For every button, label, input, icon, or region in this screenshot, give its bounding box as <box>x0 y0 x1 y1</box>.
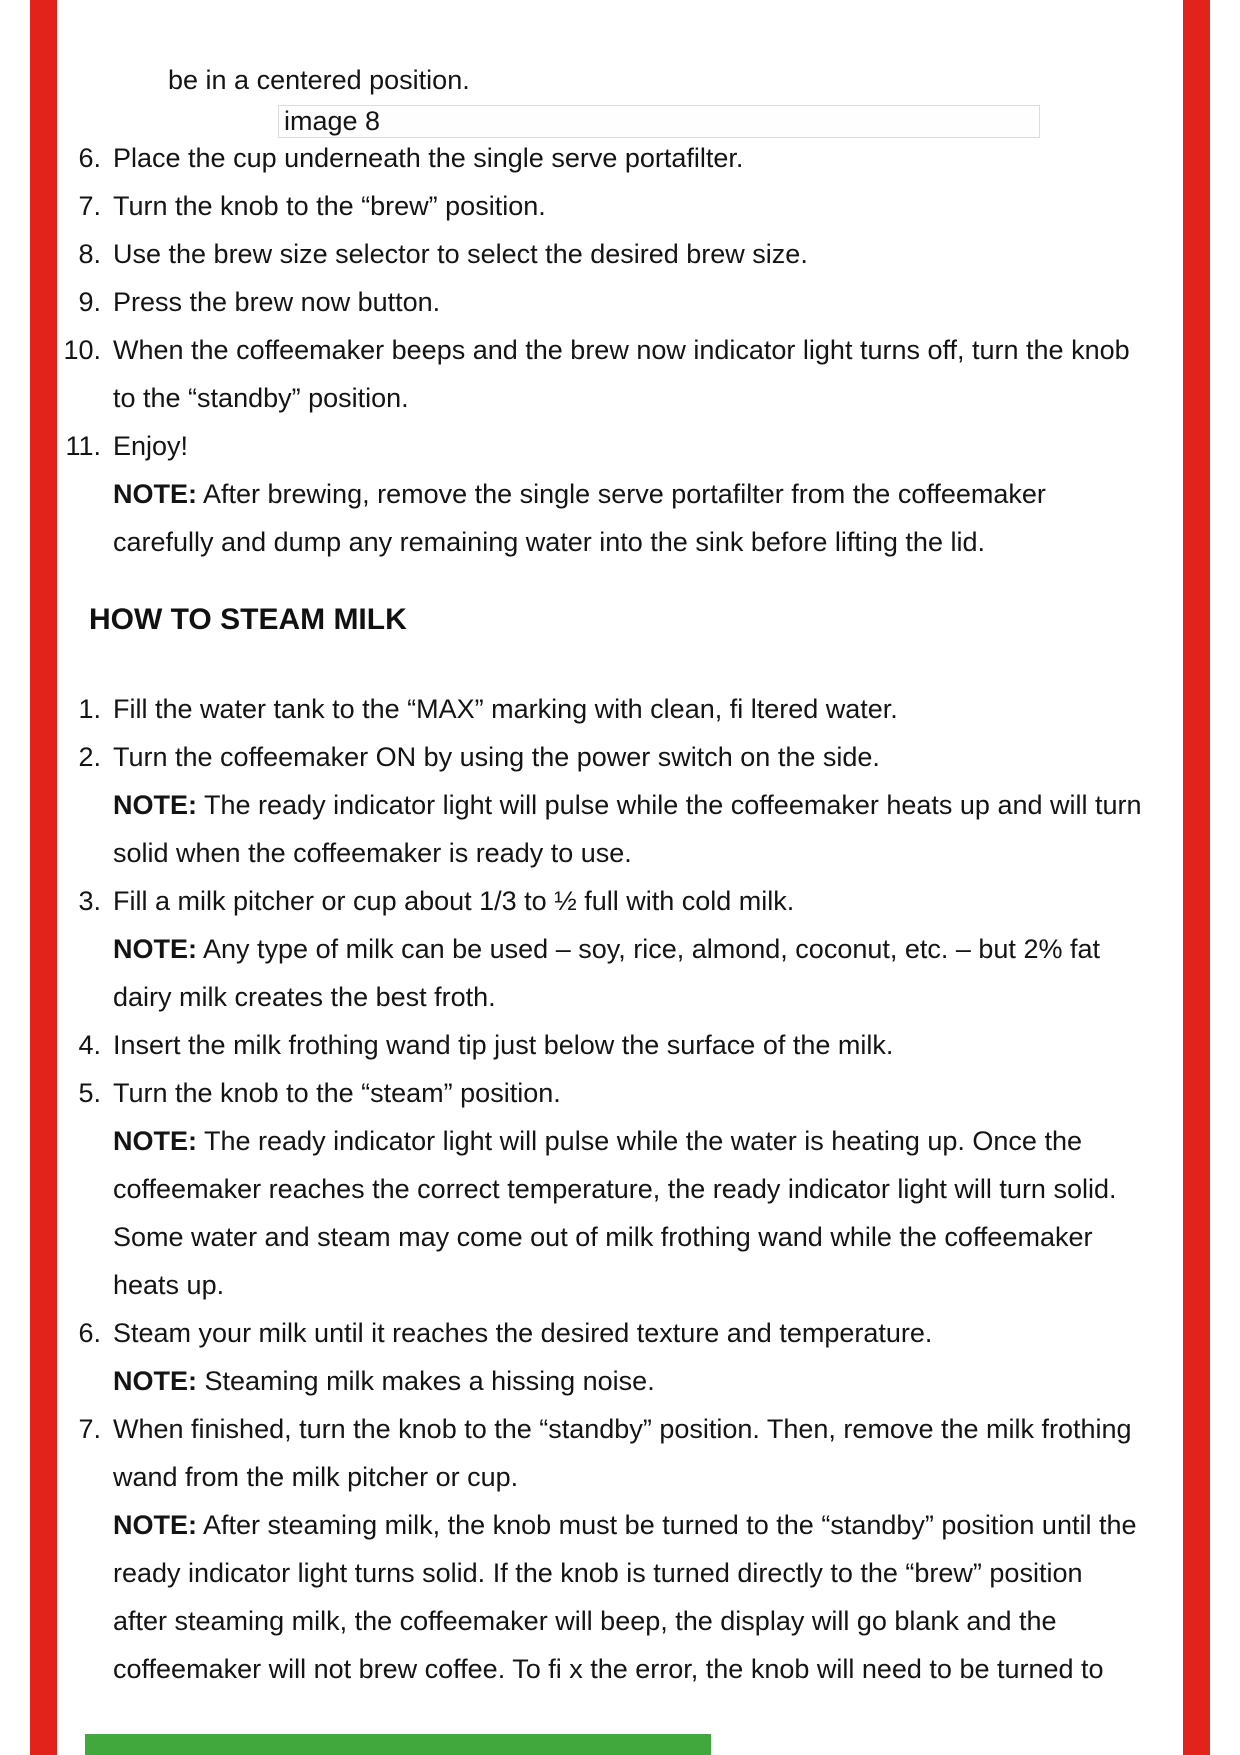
line-text: coffeemaker will not brew coffee. To fi x the error, the knob will need to be turned to <box>113 1654 1104 1684</box>
list-number: 5. <box>78 1078 101 1108</box>
list-line <box>50 230 1130 278</box>
list-line <box>50 278 1130 326</box>
line-text: The ready indicator light will pulse while the water is heating up. Once the <box>197 1126 1082 1156</box>
line-text: Steaming milk makes a hissing noise. <box>197 1366 655 1396</box>
list-number <box>50 1645 101 1693</box>
list-line <box>50 1069 1142 1117</box>
list-number: 6. <box>78 1318 101 1348</box>
list-number: 10. <box>63 335 101 365</box>
list-number: 7. <box>78 1414 101 1444</box>
list-number <box>50 1453 101 1501</box>
note-label: NOTE: <box>113 479 197 509</box>
line-text: Turn the coffeemaker ON by using the power switch on the side. <box>113 742 880 772</box>
list-number <box>50 1597 101 1645</box>
line-text: solid when the coffeemaker is ready to use. <box>113 838 632 868</box>
note-line <box>50 973 1142 1021</box>
line-text: After brewing, remove the single serve portafilter from the coffeemaker <box>197 479 1046 509</box>
list-number <box>50 973 101 1021</box>
list-number <box>50 1165 101 1213</box>
note-line <box>50 1261 1142 1309</box>
list-line <box>50 1309 1142 1357</box>
list-line <box>50 374 1130 422</box>
list-line <box>50 422 1130 470</box>
list-line <box>50 1405 1142 1453</box>
note-line <box>50 470 1130 518</box>
line-text: Any type of milk can be used – soy, rice, almond, coconut, etc. – but 2% fat <box>197 934 1100 964</box>
note-line <box>50 1501 1142 1549</box>
note-line <box>50 518 1130 566</box>
list-line <box>50 877 1142 925</box>
list-number: 1. <box>78 694 101 724</box>
note-line <box>50 1117 1142 1165</box>
note-line <box>50 1213 1142 1261</box>
brew-steps-list <box>50 134 1130 566</box>
list-number <box>50 1357 101 1405</box>
line-text: Steam your milk until it reaches the desired texture and temperature. <box>113 1318 933 1348</box>
note-label: NOTE: <box>113 1510 197 1540</box>
line-text: Fill a milk pitcher or cup about 1/3 to ½ full with cold milk. <box>113 886 795 916</box>
line-text: dairy milk creates the best froth. <box>113 982 496 1012</box>
list-number <box>50 1213 101 1261</box>
list-number <box>50 781 101 829</box>
list-line <box>50 1453 1142 1501</box>
line-text: Turn the knob to the “brew” position. <box>113 191 546 221</box>
line-text: After steaming milk, the knob must be turned to the “standby” position until the <box>197 1510 1137 1540</box>
list-line <box>50 134 1130 182</box>
line-text: ready indicator light turns solid. If the knob is turned directly to the “brew” position <box>113 1558 1083 1588</box>
list-number: 11. <box>65 431 101 461</box>
list-line <box>50 685 1142 733</box>
line-text: Fill the water tank to the “MAX” marking with clean, fi ltered water. <box>113 694 898 724</box>
list-line <box>50 733 1142 781</box>
list-line <box>50 326 1130 374</box>
note-line <box>50 829 1142 877</box>
list-number <box>50 1261 101 1309</box>
list-line <box>50 182 1130 230</box>
note-line <box>50 1645 1142 1693</box>
list-number <box>50 1501 101 1549</box>
note-label: NOTE: <box>113 934 197 964</box>
line-text: When the coffeemaker beeps and the brew now indicator light turns off, turn the knob <box>113 335 1130 365</box>
line-text: wand from the milk pitcher or cup. <box>113 1462 519 1492</box>
note-line <box>50 1165 1142 1213</box>
list-number: 3. <box>78 886 101 916</box>
list-number: 9. <box>78 287 101 317</box>
line-text: When finished, turn the knob to the “standby” position. Then, remove the milk frothing <box>113 1414 1132 1444</box>
line-text: carefully and dump any remaining water into the sink before lifting the lid. <box>113 527 985 557</box>
line-text: to the “standby” position. <box>113 383 409 413</box>
line-text: Some water and steam may come out of milk frothing wand while the coffeemaker <box>113 1222 1093 1252</box>
note-label: NOTE: <box>113 1366 197 1396</box>
note-label: NOTE: <box>113 1126 197 1156</box>
line-text: after steaming milk, the coffeemaker will beep, the display will go blank and the <box>113 1606 1057 1636</box>
list-line <box>50 1021 1142 1069</box>
note-label: NOTE: <box>113 790 197 820</box>
continuation-line: be in a centered position. <box>168 65 470 95</box>
section-heading: HOW TO STEAM MILK <box>89 603 407 636</box>
line-text: Place the cup underneath the single serve portafilter. <box>113 143 744 173</box>
list-number: 6. <box>78 143 101 173</box>
list-number <box>50 1117 101 1165</box>
list-number <box>50 518 101 566</box>
right-edge-red-bar <box>1183 0 1210 1755</box>
line-text: Enjoy! <box>113 431 189 461</box>
note-line <box>50 1549 1142 1597</box>
note-line <box>50 925 1142 973</box>
list-number <box>50 470 101 518</box>
list-number <box>50 829 101 877</box>
list-number: 4. <box>78 1030 101 1060</box>
list-number: 7. <box>78 191 101 221</box>
line-text: coffeemaker reaches the correct temperature, the ready indicator light will turn solid. <box>113 1174 1117 1204</box>
list-number <box>50 374 101 422</box>
image-placeholder-label: image 8 <box>284 106 381 136</box>
list-number <box>50 925 101 973</box>
note-line <box>50 1357 1142 1405</box>
bottom-green-bar <box>85 1734 711 1755</box>
line-text: heats up. <box>113 1270 225 1300</box>
line-text: Turn the knob to the “steam” position. <box>113 1078 561 1108</box>
list-number: 2. <box>78 742 101 772</box>
line-text: Use the brew size selector to select the desired brew size. <box>113 239 808 269</box>
line-text: Press the brew now button. <box>113 287 441 317</box>
steam-milk-list <box>50 685 1142 1693</box>
note-line <box>50 1597 1142 1645</box>
line-text: The ready indicator light will pulse while the coffeemaker heats up and will turn <box>197 790 1142 820</box>
note-line <box>50 781 1142 829</box>
list-number: 8. <box>78 239 101 269</box>
line-text: Insert the milk frothing wand tip just below the surface of the milk. <box>113 1030 894 1060</box>
list-number <box>50 1549 101 1597</box>
